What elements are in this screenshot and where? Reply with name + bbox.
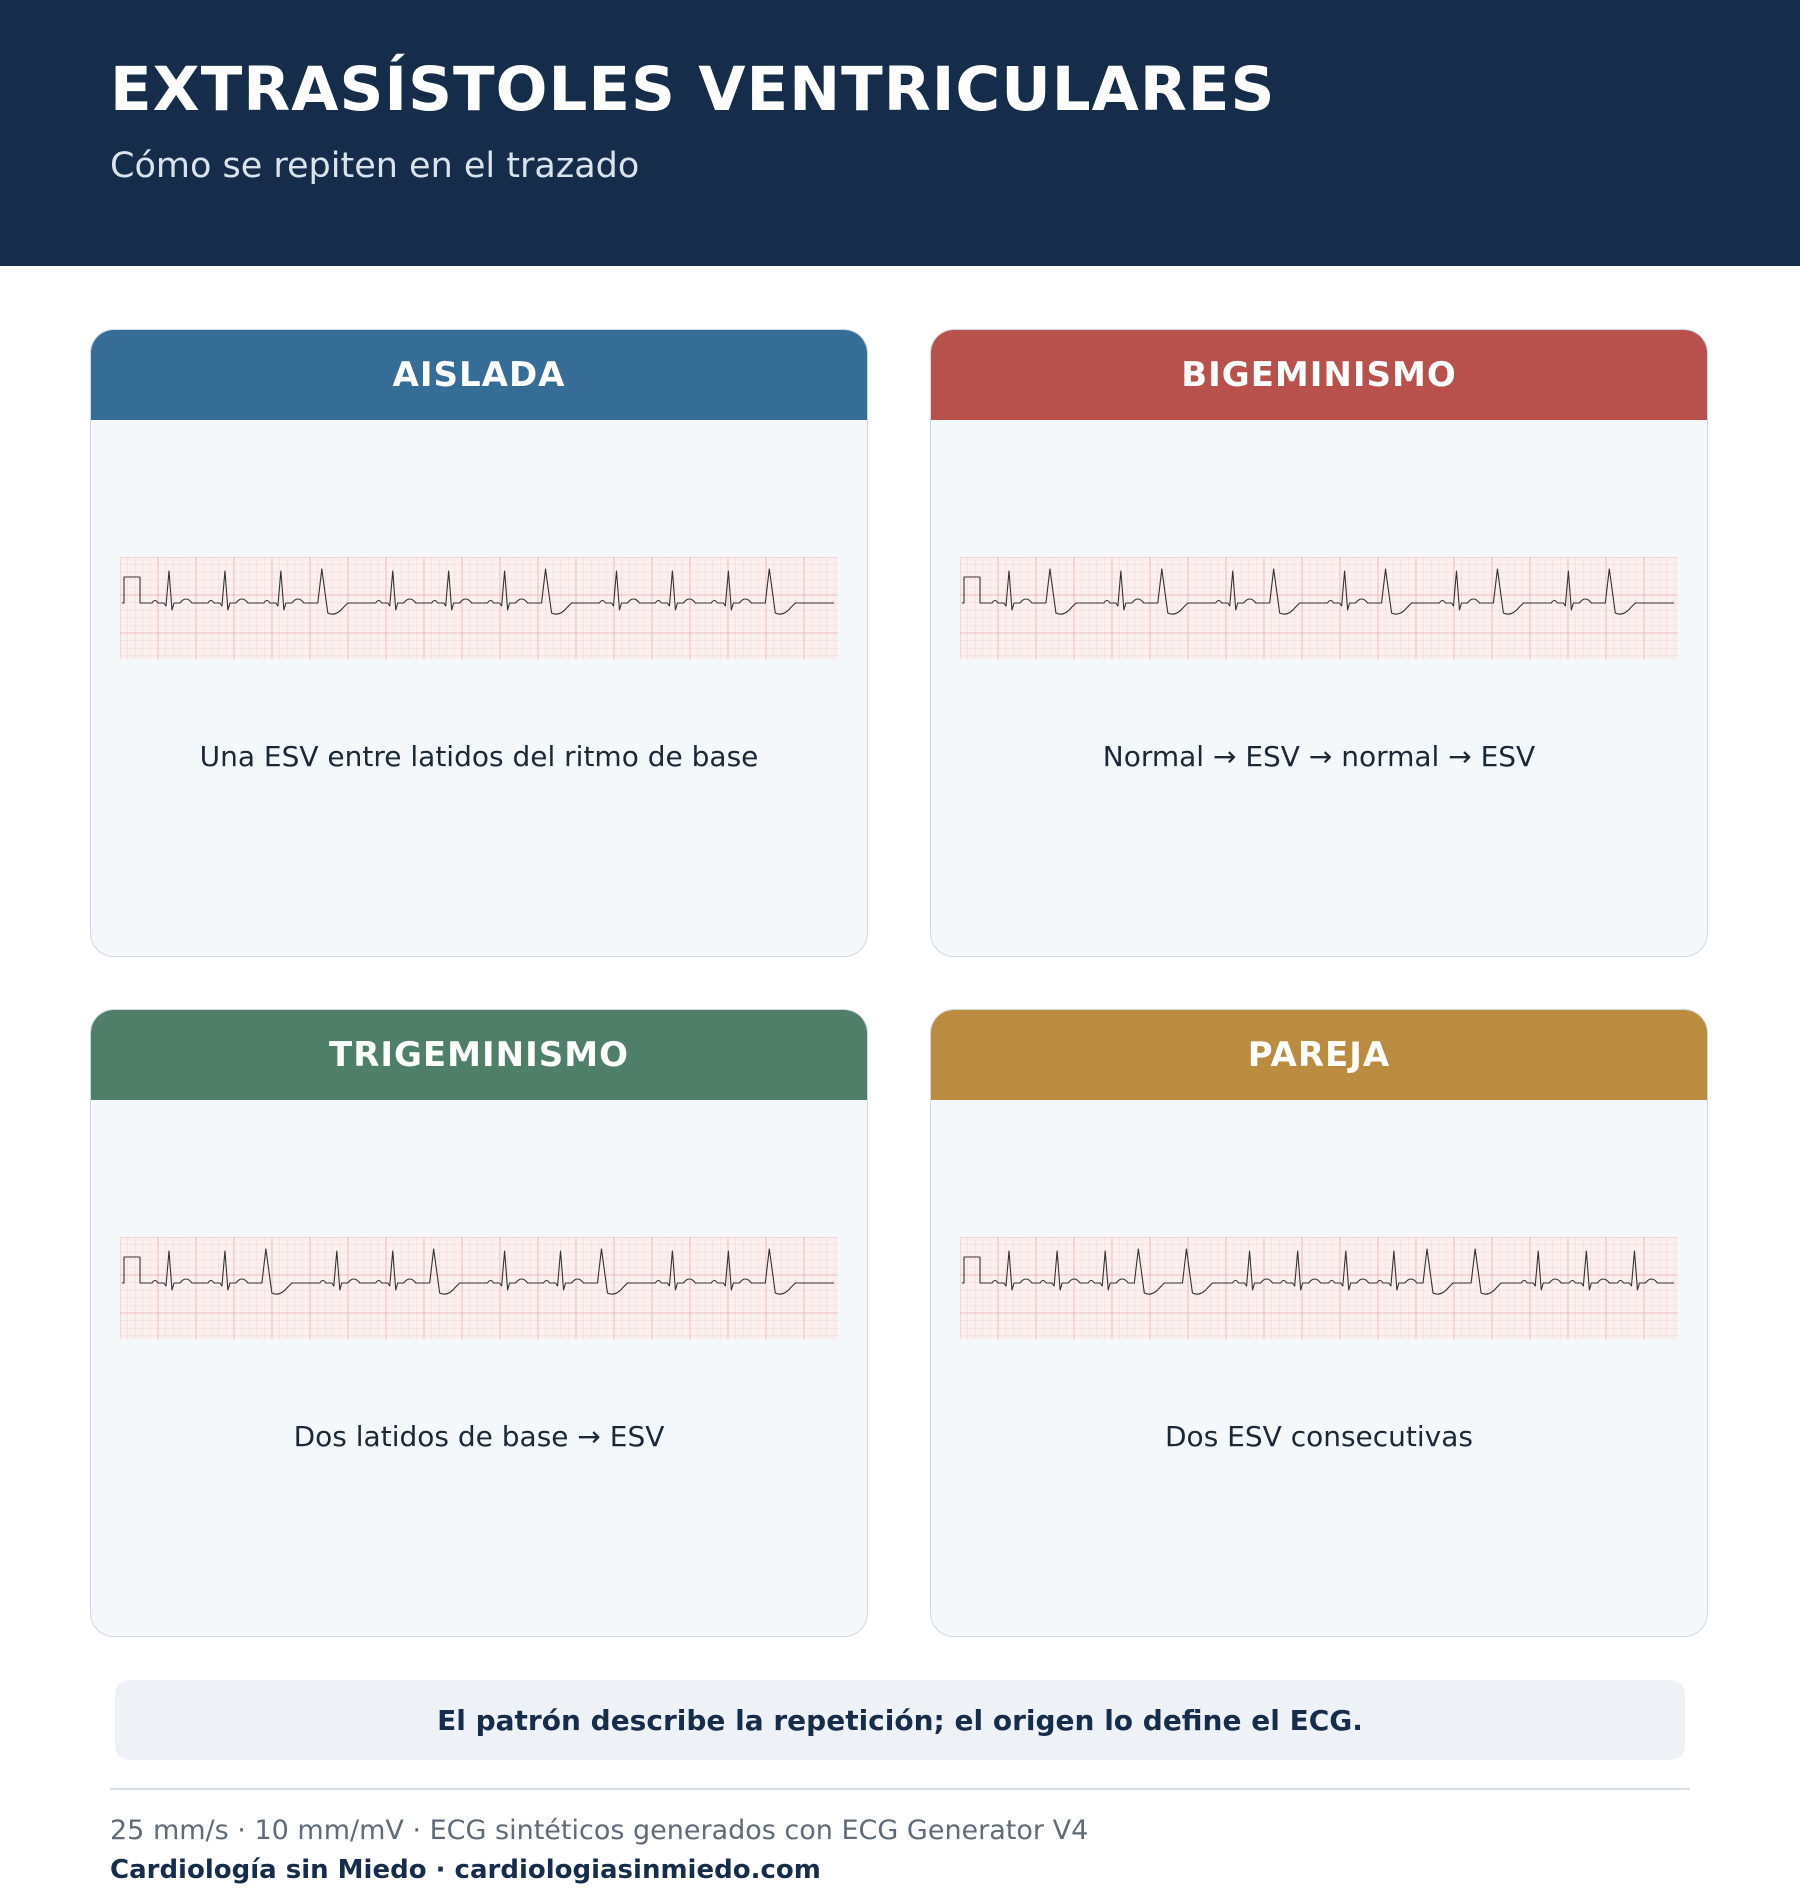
card-caption: Dos latidos de base → ESV xyxy=(293,1420,665,1453)
card-title: PAREJA xyxy=(1247,1035,1391,1075)
page-subtitle: Cómo se repiten en el trazado xyxy=(110,146,640,186)
footer-brand: Cardiología sin Miedo · cardiologiasinmiedo.com xyxy=(110,1855,821,1885)
card-header xyxy=(931,330,1707,420)
card-trigeminismo xyxy=(90,1009,868,1637)
card-header xyxy=(931,1010,1707,1100)
card-header xyxy=(91,330,867,420)
card-title: TRIGEMINISMO xyxy=(329,1035,629,1075)
page-title: EXTRASÍSTOLES VENTRICULARES xyxy=(110,54,1276,125)
footer-divider xyxy=(110,1788,1690,1790)
card-caption: Dos ESV consecutivas xyxy=(1165,1420,1473,1453)
card-aislada xyxy=(90,329,868,957)
ecg-strip xyxy=(120,557,838,659)
card-caption: Normal → ESV → normal → ESV xyxy=(1102,740,1536,773)
footer-settings: 25 mm/s · 10 mm/mV · ECG sintéticos generados con ECG Generator V4 xyxy=(110,1815,1089,1846)
ecg-strip xyxy=(960,1237,1678,1339)
ecg-strip xyxy=(960,557,1678,659)
ecg-strip xyxy=(120,1237,838,1339)
card-title: BIGEMINISMO xyxy=(1181,355,1457,395)
card-header xyxy=(91,1010,867,1100)
key-note-text: El patrón describe la repetición; el origen lo define el ECG. xyxy=(437,1703,1363,1737)
header-banner xyxy=(0,0,1800,266)
card-pareja xyxy=(930,1009,1708,1637)
card-caption: Una ESV entre latidos del ritmo de base xyxy=(199,740,759,773)
card-title: AISLADA xyxy=(392,355,566,395)
key-note xyxy=(115,1680,1685,1760)
card-bigeminismo xyxy=(930,329,1708,957)
